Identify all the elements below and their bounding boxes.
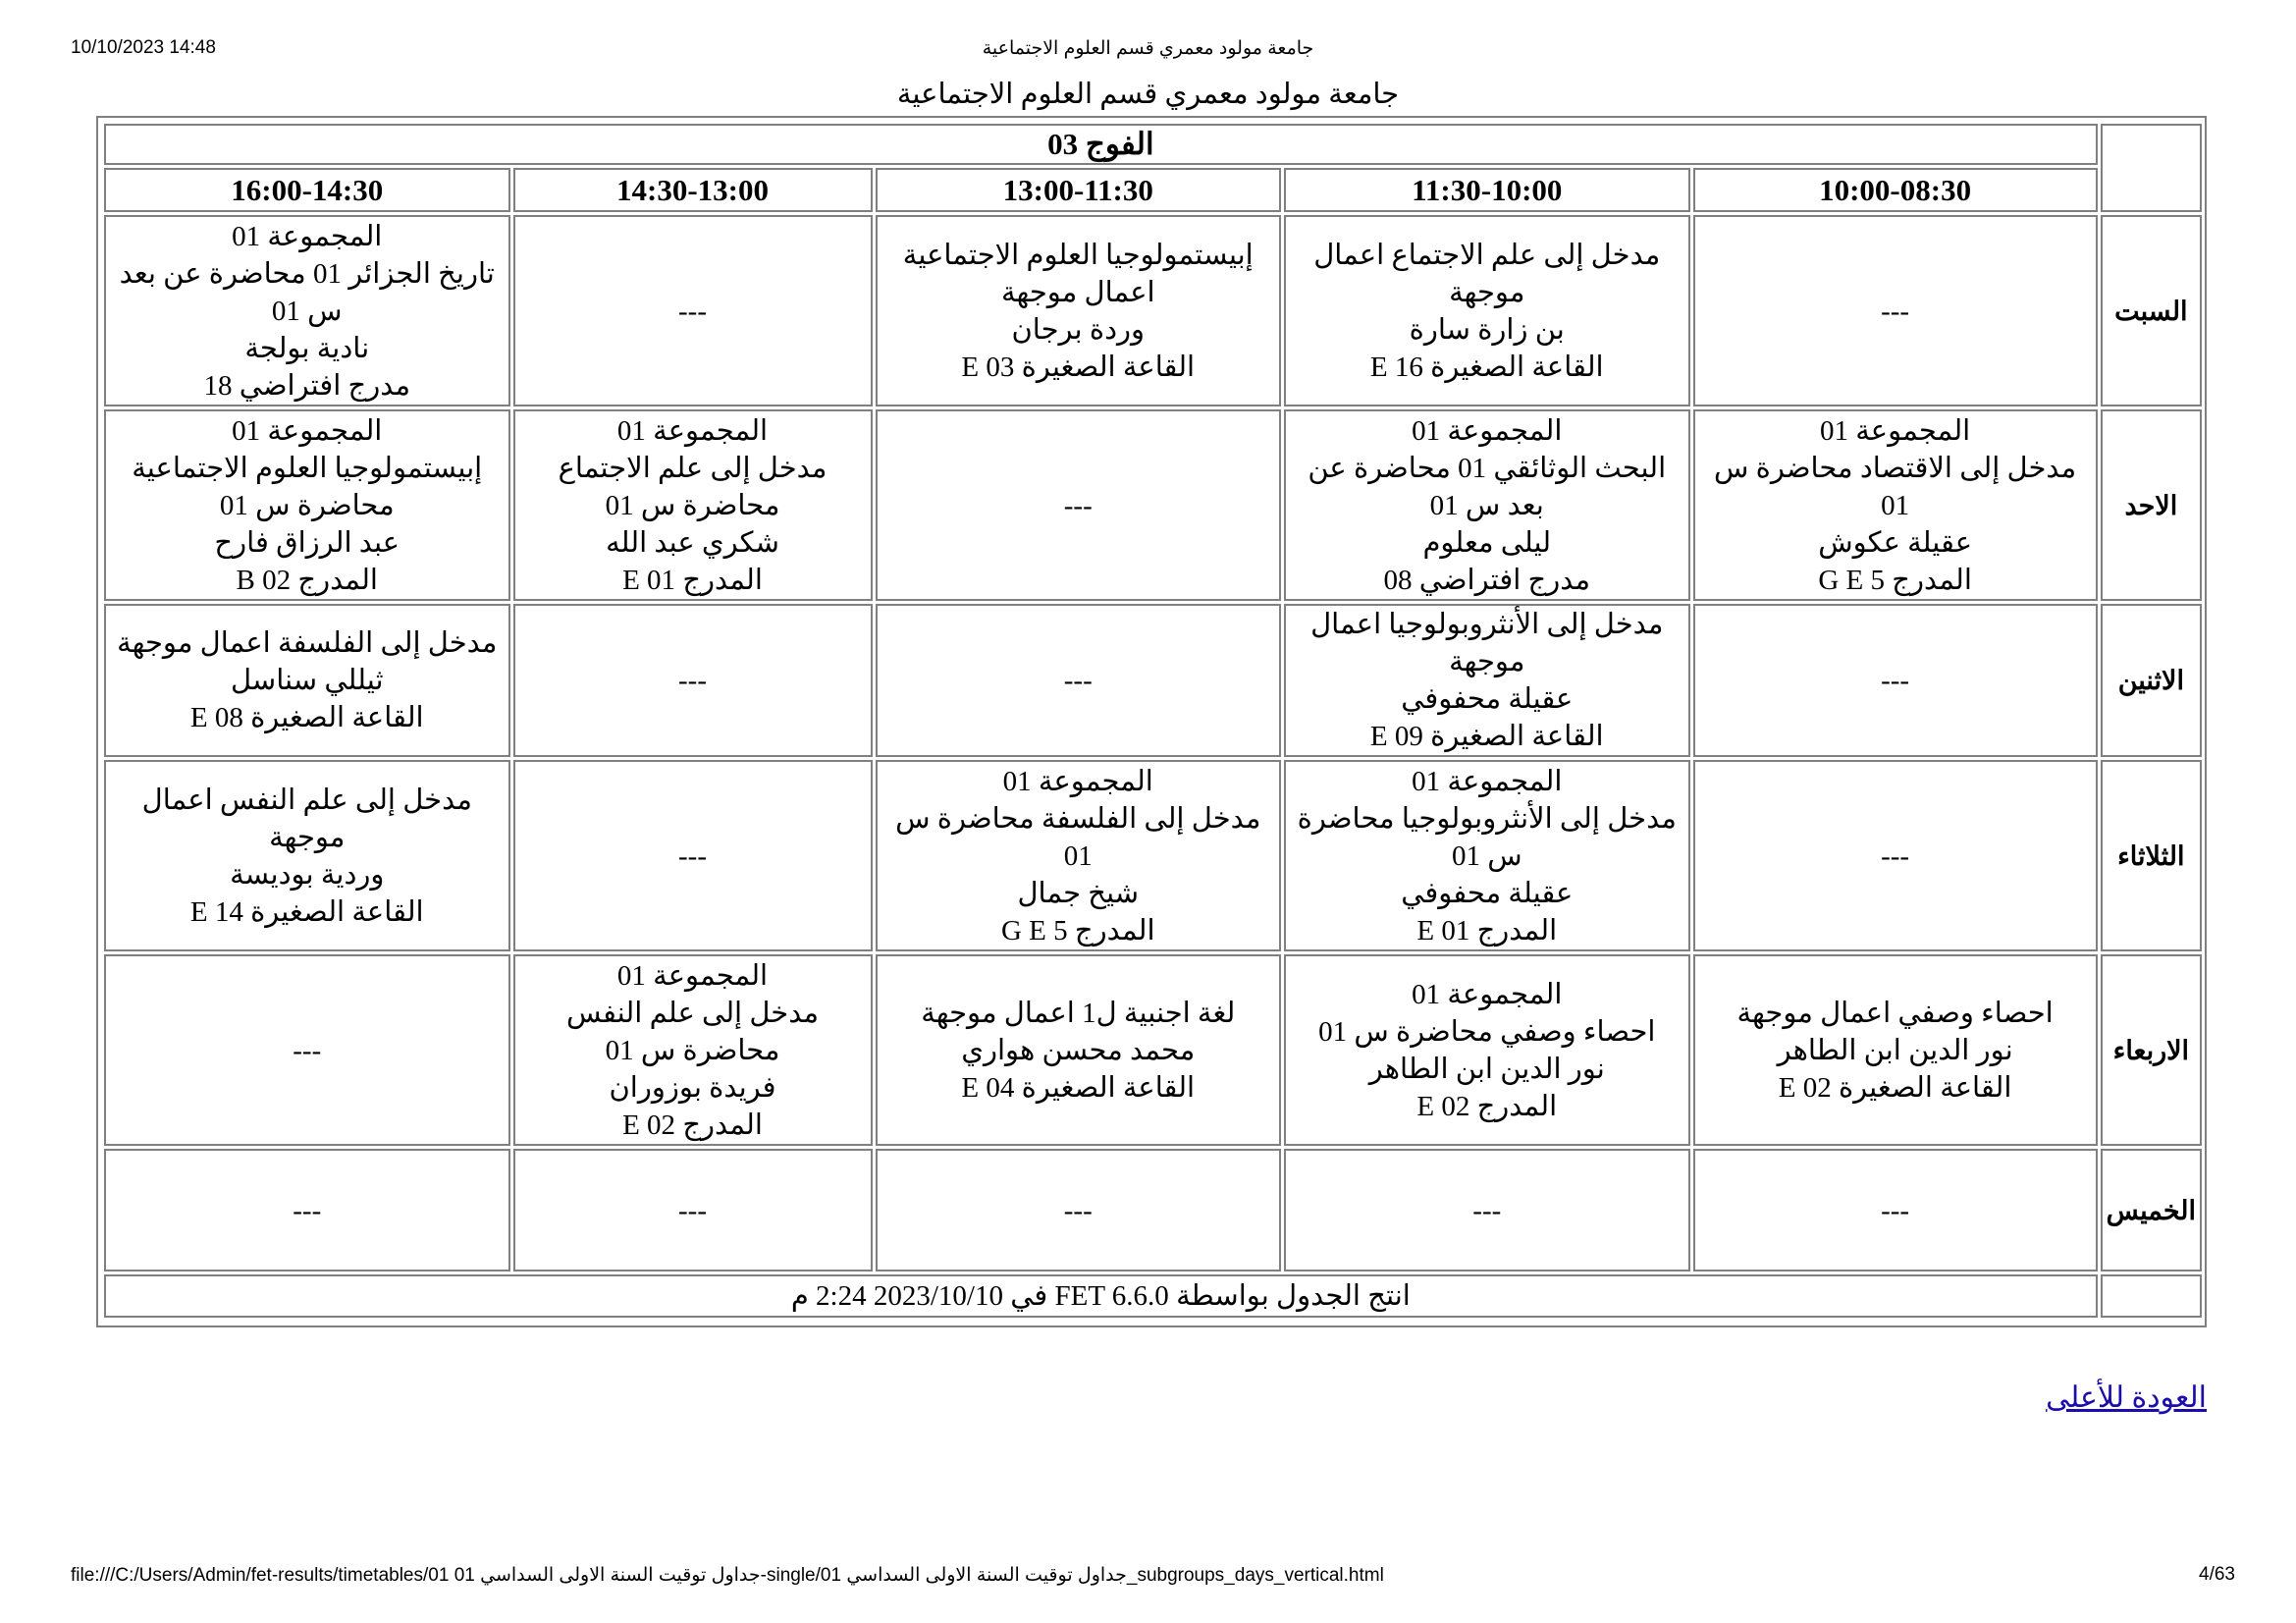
cell-line: مدرج افتراضي 18 — [203, 369, 410, 402]
timetable-cell — [1693, 1149, 2098, 1271]
cell-line: المدرج E 01 — [1416, 914, 1558, 947]
cell-line: شيخ جمال — [1017, 877, 1140, 909]
time-slot-header: 16:00-14:30 — [104, 168, 510, 212]
timetable-cell — [104, 760, 510, 951]
cell-line: شكري عبد الله — [606, 526, 779, 559]
timetable-cell — [513, 954, 873, 1146]
cell-line: مدخل إلى علم النفس اعمال موجهة — [141, 784, 472, 853]
cell-line: المجموعة 01 — [1412, 414, 1563, 447]
day-row — [104, 954, 2202, 1146]
timetable-frame — [96, 116, 2207, 1327]
day-row — [104, 1149, 2202, 1271]
cell-line: مدخل إلى علم النفس محاضرة س 01 — [566, 997, 819, 1066]
cell-line: فريدة بوزوران — [609, 1071, 776, 1104]
cell-line: مدخل إلى علم الاجتماع محاضرة س 01 — [558, 452, 828, 521]
cell-line: --- — [1881, 665, 1910, 696]
cell-line: نادية بولجة — [244, 332, 370, 364]
timetable-cell — [1284, 604, 1690, 757]
cell-line: المجموعة 01 — [616, 959, 769, 992]
timetable — [101, 121, 2205, 1321]
timetable-cell — [876, 1149, 1281, 1271]
cell-line: وردية بوديسة — [230, 858, 385, 891]
print-datetime: 10/10/2023 14:48 — [71, 37, 216, 58]
cell-line: --- — [293, 1194, 322, 1226]
cell-line: القاعة الصغيرة E 08 — [189, 702, 424, 733]
cell-line: احصاء وصفي اعمال موجهة — [1736, 997, 2054, 1029]
day-label: الاحد — [2101, 409, 2202, 601]
cell-line: --- — [678, 1194, 707, 1226]
cell-line: لغة اجنبية ل1 اعمال موجهة — [921, 997, 1236, 1029]
day-row — [104, 409, 2202, 601]
print-page-number: 4/63 — [2199, 1564, 2235, 1585]
cell-line: --- — [1881, 295, 1910, 327]
timetable-cell — [876, 215, 1281, 406]
time-slot-header: 13:00-11:30 — [876, 168, 1281, 212]
cell-line: --- — [1063, 489, 1093, 521]
cell-line: القاعة الصغيرة E 14 — [189, 895, 424, 928]
day-label: السبت — [2101, 215, 2202, 406]
cell-line: البحث الوثائقي 01 محاضرة عن بعد س 01 — [1308, 452, 1667, 521]
day-row — [104, 215, 2202, 406]
cell-line: وردة برجان — [1011, 313, 1145, 346]
cell-line: مدرج افتراضي 08 — [1383, 564, 1591, 596]
time-slot-header: 11:30-10:00 — [1284, 168, 1690, 212]
cell-line: نور الدين ابن الطاهر — [1777, 1034, 2013, 1066]
cell-line: بن زارة سارة — [1409, 313, 1565, 346]
day-row — [104, 760, 2202, 951]
footer-corner-cell — [2101, 1274, 2202, 1318]
print-header-title: جامعة مولود معمري قسم العلوم الاجتماعية — [982, 38, 1314, 59]
cell-line: المجموعة 01 — [232, 220, 383, 252]
cell-line: إبيستمولوجيا العلوم الاجتماعية محاضرة س 01 — [132, 452, 483, 521]
cell-line: محمد محسن هواري — [961, 1034, 1196, 1066]
timetable-cell — [876, 954, 1281, 1146]
cell-line: المجموعة 01 — [616, 414, 769, 447]
cell-line: احصاء وصفي محاضرة س 01 — [1318, 1015, 1656, 1048]
timetable-cell — [513, 215, 873, 406]
timetable-cell — [876, 604, 1281, 757]
time-slot-header: 14:30-13:00 — [513, 168, 873, 212]
time-slot-row — [104, 168, 2202, 212]
timetable-cell — [1284, 215, 1690, 406]
cell-line: عبد الرزاق فارح — [214, 526, 400, 559]
cell-line: المجموعة 01 — [1412, 978, 1563, 1010]
timetable-cell — [1284, 1149, 1690, 1271]
cell-line: --- — [1472, 1194, 1502, 1226]
day-label: الخميس — [2101, 1149, 2202, 1271]
timetable-cell — [104, 1149, 510, 1271]
timetable-cell — [1693, 215, 2098, 406]
cell-line: --- — [1881, 839, 1910, 872]
cell-line: المدرج G E 5 — [1000, 914, 1155, 947]
cell-line: مدخل إلى الفلسفة محاضرة س 01 — [895, 802, 1261, 872]
time-slot-header: 10:00-08:30 — [1693, 168, 2098, 212]
cell-line: مدخل إلى الفلسفة اعمال موجهة — [117, 627, 498, 659]
cell-line: نور الدين ابن الطاهر — [1368, 1053, 1605, 1085]
timetable-cell — [1693, 604, 2098, 757]
cell-line: المجموعة 01 — [1412, 765, 1563, 797]
cell-line: القاعة الصغيرة E 03 — [961, 351, 1196, 383]
timetable-cell — [513, 1149, 873, 1271]
cell-line: مدخل إلى الأنثروبولوجيا اعمال موجهة — [1310, 609, 1664, 677]
timetable-cell — [104, 604, 510, 757]
cell-line: القاعة الصغيرة E 04 — [961, 1071, 1196, 1104]
timetable-cell — [1284, 760, 1690, 951]
cell-line: مدخل إلى الأنثروبولوجيا محاضرة س 01 — [1297, 802, 1677, 872]
cell-line: تاريخ الجزائر 01 محاضرة عن بعد س 01 — [119, 257, 495, 327]
timetable-cell — [104, 215, 510, 406]
day-label: الثلاثاء — [2101, 760, 2202, 951]
cell-line: المجموعة 01 — [1819, 414, 1971, 447]
cell-line: القاعة الصغيرة E 02 — [1778, 1071, 2012, 1104]
cell-line: المدرج G E 5 — [1818, 564, 1972, 596]
page-title: جامعة مولود معمري قسم العلوم الاجتماعية — [896, 79, 1400, 110]
cell-line: --- — [1063, 665, 1093, 696]
back-to-top-link[interactable]: العودة للأعلى — [2046, 1381, 2207, 1414]
print-footer-path: file:///C:/Users/Admin/fet-results/timetables/01 جداول توقيت السنة الاولى السداسي 01-single/01 جداول توقيت السنة الاولى السداسي_subgroups_days_vertical.html — [71, 1565, 1384, 1586]
group-row — [104, 124, 2202, 165]
cell-line: ليلى معلوم — [1422, 526, 1552, 559]
timetable-cell — [876, 409, 1281, 601]
generated-note: انتج الجدول بواسطة FET 6.6.0 في 2023/10/10 2:24 م — [104, 1274, 2098, 1318]
cell-line: مدخل إلى علم الاجتماع اعمال موجهة — [1313, 239, 1661, 308]
cell-line: المدرج E 01 — [622, 564, 763, 596]
cell-line: ثيللي سناسل — [230, 665, 384, 696]
day-label: الاربعاء — [2101, 954, 2202, 1146]
timetable-cell — [104, 954, 510, 1146]
cell-line: عقيلة محفوفي — [1401, 683, 1574, 715]
cell-line: مدخل إلى الاقتصاد محاضرة س 01 — [1714, 452, 2077, 521]
cell-line: --- — [1063, 1194, 1093, 1226]
timetable-cell — [1693, 954, 2098, 1146]
timetable-cell — [513, 760, 873, 951]
day-row — [104, 604, 2202, 757]
cell-line: --- — [1881, 1194, 1910, 1226]
cell-line: القاعة الصغيرة E 16 — [1369, 351, 1604, 383]
timetable-cell — [1284, 409, 1690, 601]
corner-cell — [2101, 124, 2202, 212]
cell-line: --- — [678, 295, 707, 327]
timetable-cell — [513, 604, 873, 757]
cell-line: المجموعة 01 — [1002, 765, 1153, 797]
cell-line: المدرج B 02 — [236, 564, 378, 596]
cell-line: عقيلة عكوش — [1818, 526, 1973, 559]
footer-row — [104, 1274, 2202, 1318]
timetable-cell — [1693, 409, 2098, 601]
cell-line: --- — [678, 665, 707, 696]
cell-line: --- — [293, 1034, 322, 1066]
timetable-cell — [513, 409, 873, 601]
timetable-cell — [104, 409, 510, 601]
cell-line: القاعة الصغيرة E 09 — [1369, 721, 1604, 752]
timetable-cell — [876, 760, 1281, 951]
cell-line: إبيستمولوجيا العلوم الاجتماعية اعمال موجهة — [902, 239, 1254, 308]
timetable-cell — [1284, 954, 1690, 1146]
cell-line: عقيلة محفوفي — [1401, 877, 1574, 909]
cell-line: المدرج E 02 — [1416, 1090, 1558, 1122]
group-title: الفوج 03 — [104, 124, 2098, 165]
timetable-cell — [1693, 760, 2098, 951]
cell-line: المجموعة 01 — [232, 414, 383, 447]
day-label: الاثنين — [2101, 604, 2202, 757]
cell-line: --- — [678, 839, 707, 872]
cell-line: المدرج E 02 — [622, 1109, 763, 1141]
